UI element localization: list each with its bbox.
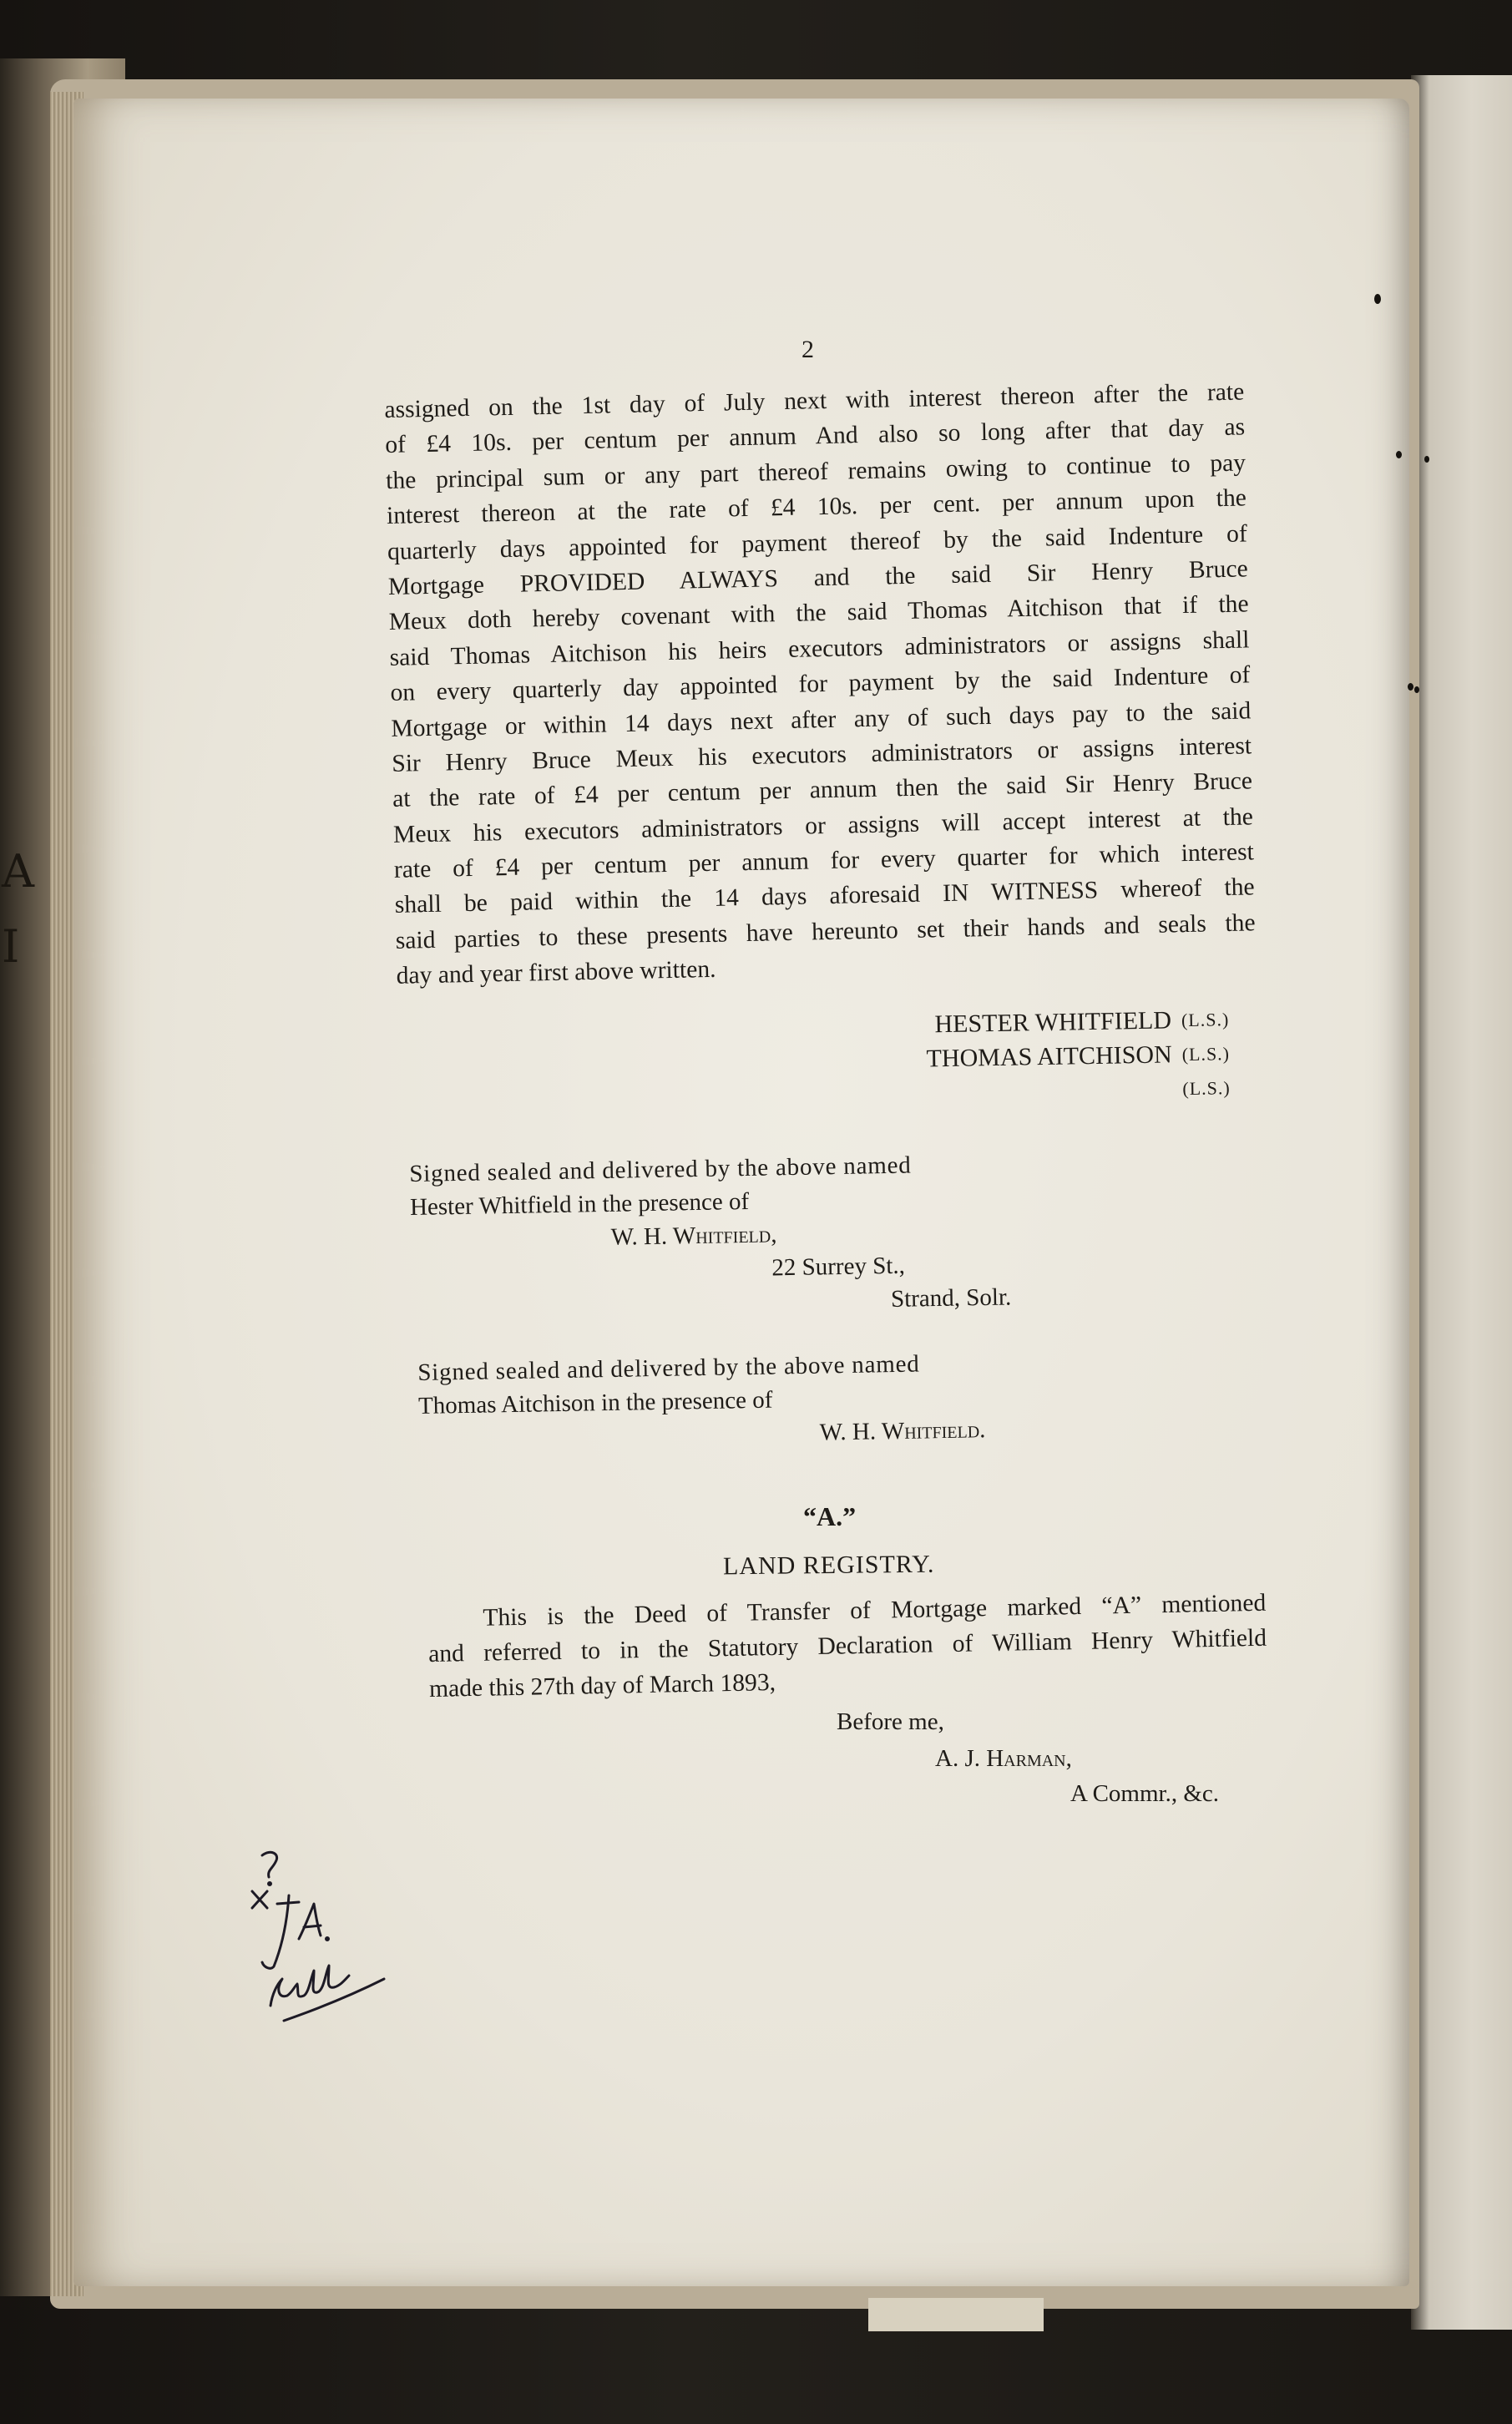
deed-line: Meux doth hereby covenant with the said Thomas Aitchison that if the	[388, 590, 1249, 636]
deed-line: Mortgage or within 14 days next after any of such days pay to the said	[391, 696, 1252, 742]
witness-address: 22 Surrey St.,	[771, 1252, 906, 1282]
right-page-edge	[1411, 75, 1512, 2330]
left-page-edge-letter: I	[2, 920, 20, 973]
deed-line: rate of £4 per centum per annum for every quarter for which interest	[393, 838, 1255, 883]
attestation-line: Hester Whitfield in the presence of	[409, 1187, 750, 1221]
signatory-name: HESTER WHITFIELD	[934, 1006, 1172, 1039]
deed-line: of £4 10s. per centum per annum And also so long after that day as	[384, 413, 1246, 459]
deed-line: Mortgage PROVIDED ALWAYS and the said Sir Henry Bruce	[387, 555, 1248, 600]
registry-heading: LAND REGISTRY.	[722, 1550, 935, 1581]
declaration	[427, 1586, 1267, 1707]
witness-name: W. H. Whitfield,	[610, 1221, 777, 1251]
witness-name: W. H. Whitfield.	[819, 1416, 986, 1446]
deed-line: Meux his executors administrators or assigns will accept interest at the	[392, 803, 1254, 848]
margin-mark	[1396, 451, 1402, 458]
deed-line: Sir Henry Bruce Meux his executors administrators or assigns interest	[391, 732, 1252, 777]
deed-line: at the rate of £4 per centum per annum then the said Sir Henry Bruce	[392, 767, 1253, 813]
commissioner-name: A. J. Harman,	[935, 1745, 1072, 1772]
attestation-hester	[409, 1146, 1012, 1324]
witness-address: Strand, Solr.	[890, 1283, 1012, 1313]
attestation-line: Thomas Aitchison in the presence of	[417, 1386, 773, 1419]
signatory-name	[1172, 1071, 1173, 1106]
deed-line: said parties to these presents have hereunto set their hands and seals the	[395, 909, 1256, 954]
margin-mark	[1408, 683, 1413, 691]
seal-mark: (L.S.)	[1181, 1009, 1230, 1031]
seal-mark: (L.S.)	[1181, 1043, 1231, 1065]
deed-line: day and year first above written.	[396, 956, 716, 990]
deed-line: assigned on the 1st day of July next with interest thereon after the rate	[384, 378, 1245, 423]
handwritten-initials-mark	[234, 1845, 401, 2029]
attestation-thomas	[417, 1346, 986, 1456]
deed-line: quarterly days appointed for payment thereof by the said Indenture of	[387, 519, 1248, 565]
commissioner-title: A Commr., &c.	[1070, 1780, 1220, 1807]
deed-line: on every quarterly day appointed for payment by the said Indenture of	[390, 661, 1251, 707]
attestation-line: Signed sealed and delivered by the above named	[417, 1350, 920, 1386]
deed-line: interest thereon at the rate of £4 10s. per cent. per annum upon the	[386, 484, 1247, 530]
declaration-line: This is the Deed of Transfer of Mortgage marked “A” mentioned	[483, 1589, 1267, 1632]
page-tab-slip	[868, 2298, 1044, 2331]
signatory-row	[854, 1070, 1231, 1111]
attestation-line: Signed sealed and delivered by the above named	[409, 1151, 912, 1187]
signatory-name: THOMAS AITCHISON	[926, 1040, 1172, 1073]
exhibit-heading: “A.”	[803, 1501, 857, 1531]
page-number: 2	[802, 336, 814, 363]
margin-mark	[1414, 686, 1419, 693]
deed-line: said Thomas Aitchison his heirs executors administrators or assigns shall	[389, 626, 1250, 671]
signatories	[853, 1002, 1231, 1111]
deed-body	[384, 374, 1257, 994]
declaration-line: and referred to in the Statutory Declaration of William Henry Whitfield	[427, 1624, 1267, 1667]
signoff-before: Before me,	[837, 1708, 944, 1735]
deed-line: the principal sum or any part thereof remains owing to continue to pay	[385, 449, 1247, 494]
margin-mark	[1424, 456, 1429, 463]
margin-mark	[1374, 294, 1381, 304]
deed-line: shall be paid within the 14 days aforesaid IN WITNESS whereof the	[394, 873, 1255, 919]
declaration-line: made this 27th day of March 1893,	[428, 1669, 776, 1703]
left-page-edge-letter: A	[2, 845, 34, 898]
seal-mark: (L.S.)	[1182, 1077, 1231, 1100]
